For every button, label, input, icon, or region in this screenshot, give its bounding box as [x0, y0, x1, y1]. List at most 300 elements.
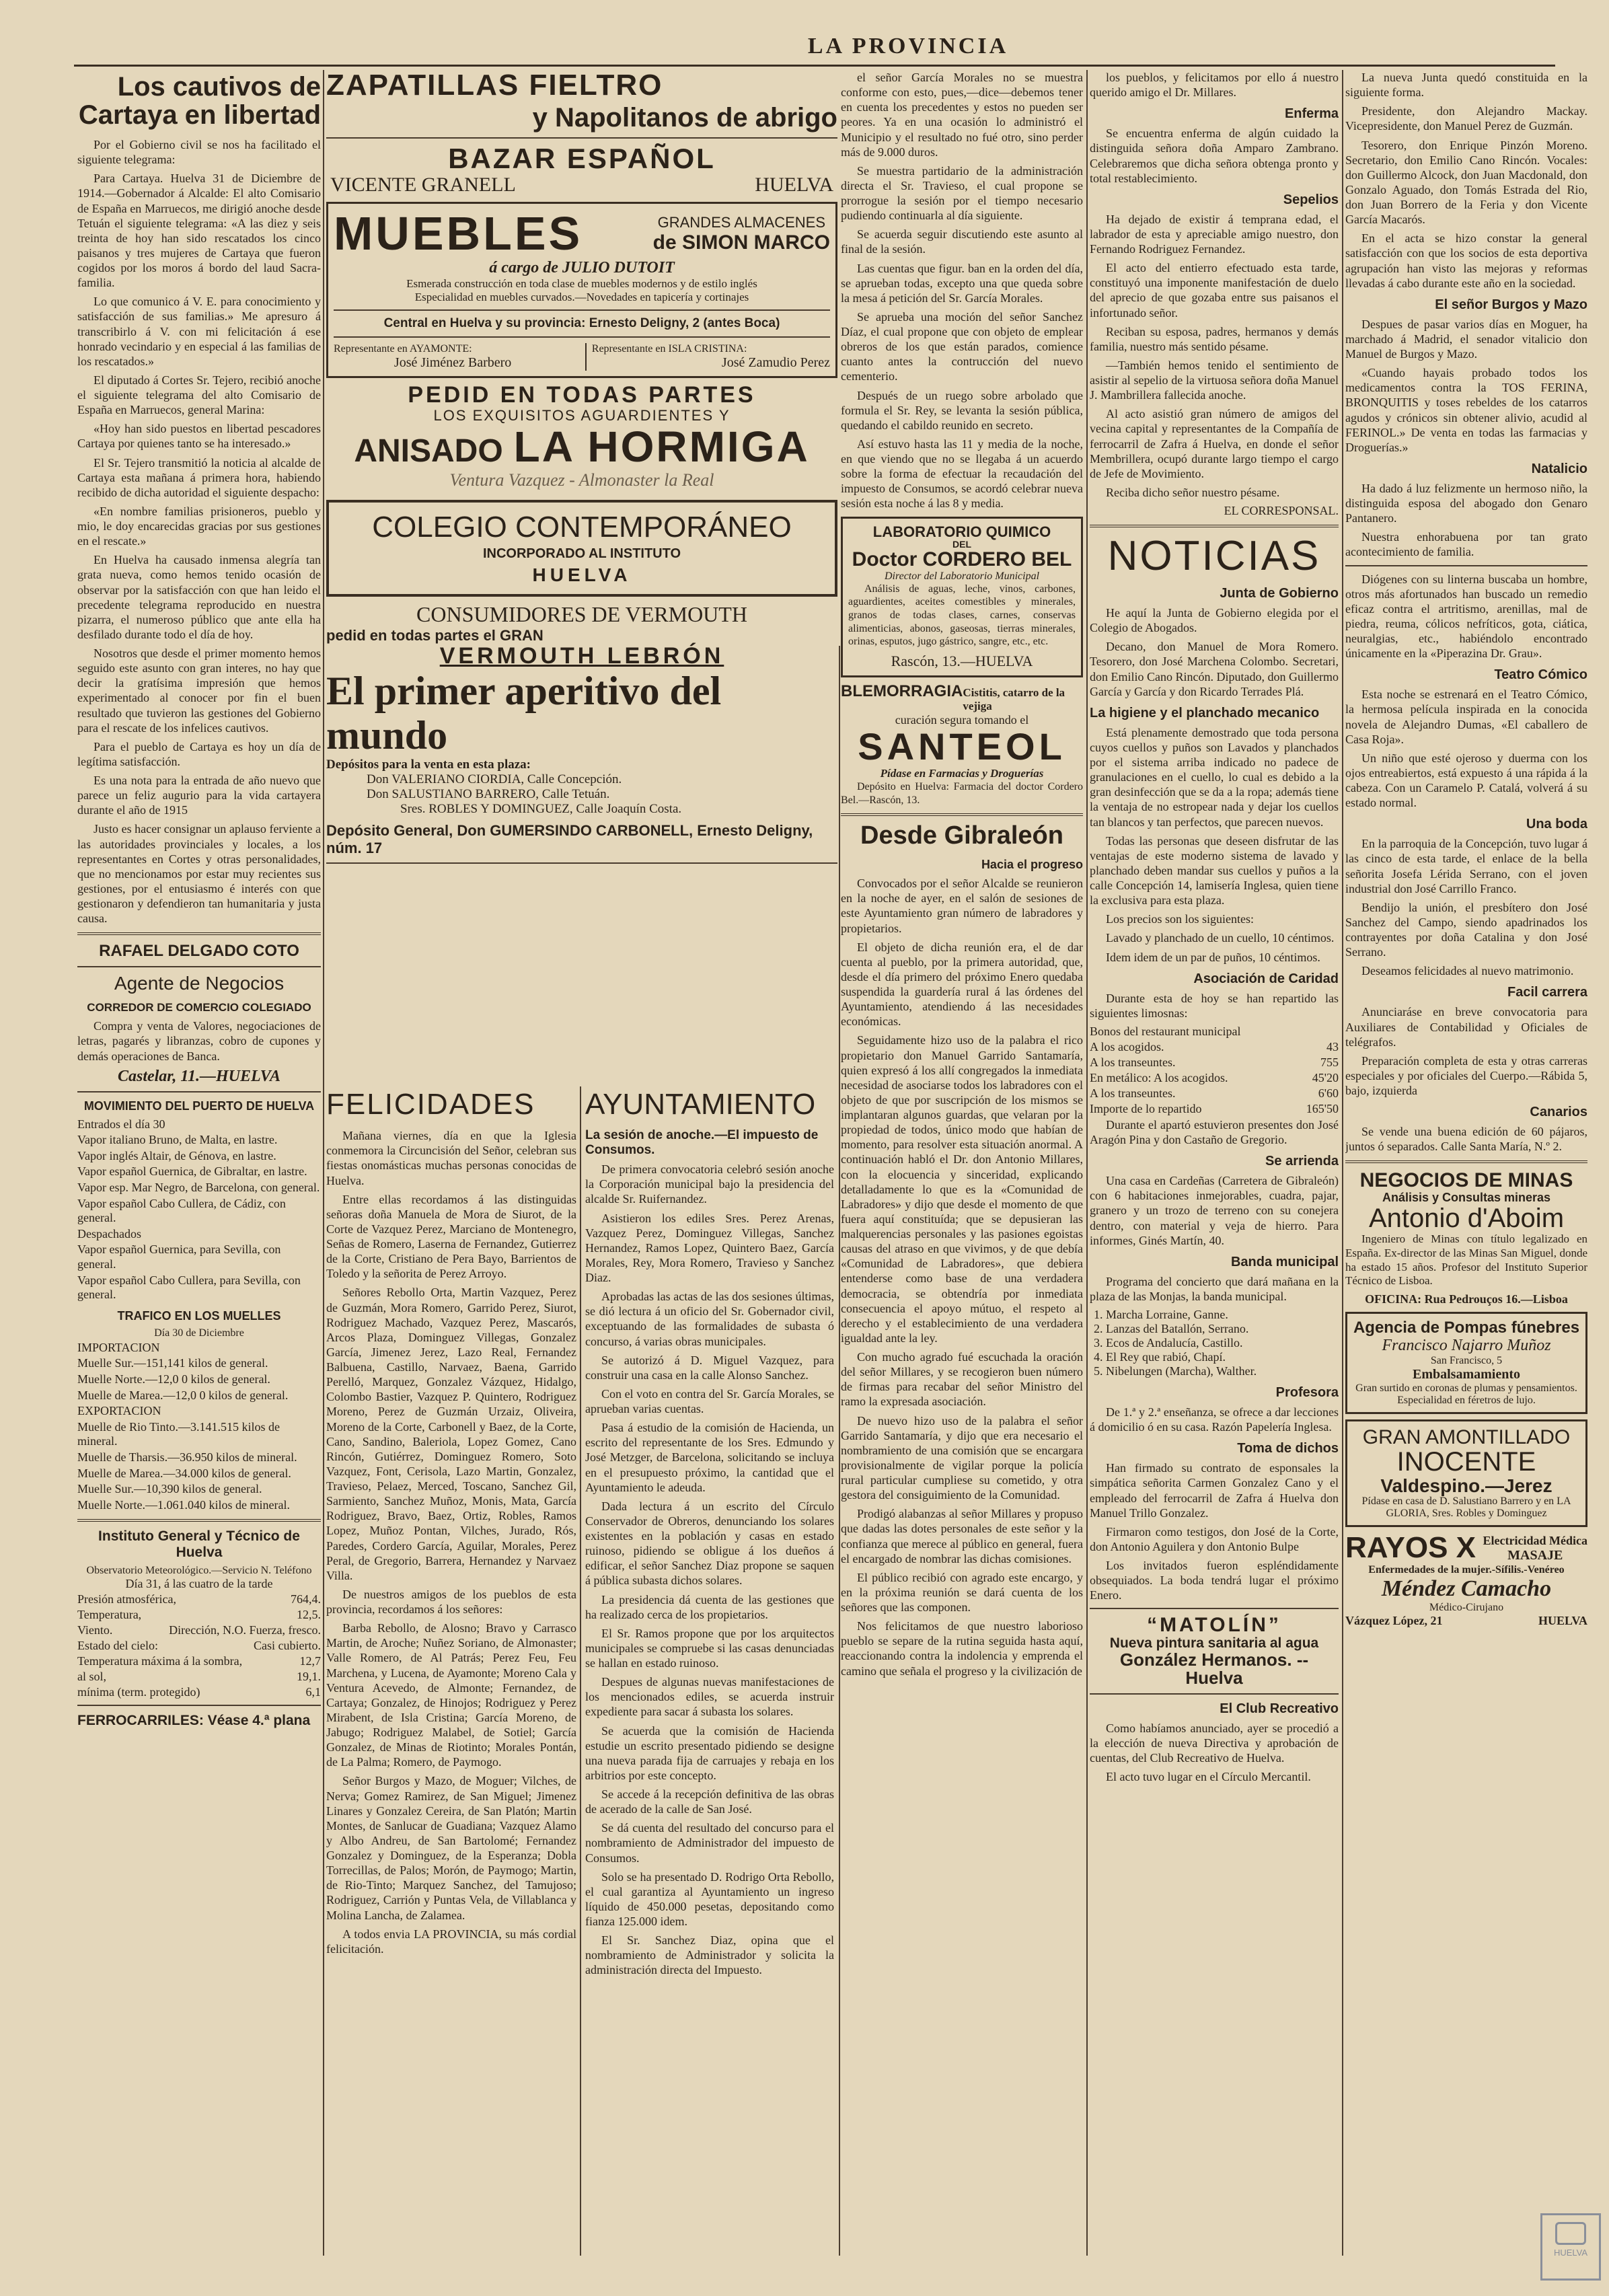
row-value: 43: [1326, 1039, 1339, 1053]
minas-t1: NEGOCIOS DE MINAS: [1359, 1169, 1573, 1192]
column-4: [1090, 70, 1339, 2256]
row-label: Importe de lo repartido: [1090, 1101, 1202, 1115]
canarios-title: Canarios: [1530, 1105, 1587, 1120]
pompas-t4: Especialidad en féretros de lujo.: [1397, 1394, 1536, 1406]
header-rule: [74, 65, 1555, 67]
santeol-brand: SANTEOL: [858, 725, 1066, 768]
carrera-title: Facil carrera: [1507, 985, 1587, 1000]
paragraph: «En nombre familias prisioneros, pueblo y mio, le doy encarecidas gracias por sus gestiones en el rescate.»: [77, 504, 321, 548]
banda-text: Programa del concierto que dará mañana en la plaza de las Monjas, la banda municipal.: [1090, 1274, 1339, 1303]
port-list: [77, 1117, 321, 1302]
row-value: 6,1: [305, 1685, 321, 1699]
paragraph: El público recibió con agrado este encargo, y en la próxima reunión se dará cuenta de los señores que las componen.: [841, 1570, 1083, 1615]
paragraph: Se autorizó á D. Miguel Vazquez, para construir una casa en la calle Alonso Sanchez.: [585, 1353, 834, 1382]
ad-colegio-title: COLEGIO CONTEMPORÁNEO: [372, 510, 792, 544]
amont-t2: INOCENTE: [1396, 1447, 1536, 1477]
ad-vermouth-slogan: El primer aperitivo del mundo: [326, 668, 722, 757]
rep2-name: José Zamudio Perez: [721, 355, 830, 370]
divider: [77, 966, 321, 967]
row-label: Presión atmosférica,: [77, 1592, 176, 1606]
paragraph: Solo se ha presentado D. Rodrigo Orta Rebollo, el cual garantiza al Ayuntamiento un ingreso líquido de 450.000 pesetas, depositando como fianza 125.000 idem.: [585, 1869, 834, 1929]
arrienda-text: Una casa en Cardeñas (Carretera de Gibraleón) con 6 habitaciones inmejorables, cuadra, pajar, granero y un trozo de terreno con su conejera dentro, con material y veja de hierro. Para informes, Ginés Martín, 40.: [1090, 1174, 1339, 1247]
ad-muebles-store: [653, 214, 830, 254]
ad-muebles-manager: á cargo de JULIO DUTOIT: [489, 258, 675, 276]
paragraph: Asistieron los ediles Sres. Perez Arenas, Vazquez Perez, Dominguez Villegas, Sanchez Hernandez, Ramos Lopez, Quintero Baez, García Morales, Rey, Mora Romero, Travieso y Sanchez Diaz.: [585, 1211, 834, 1285]
rayos-t3: MASAJE: [1507, 1547, 1563, 1563]
ayuntamiento-sub: La sesión de anoche.—El impuesto de Consumos.: [585, 1128, 819, 1158]
column-rule: [323, 70, 324, 2256]
column-rule: [839, 646, 840, 2256]
burgos-text: Despues de pasar varios días en Moguer, ha marchado á Madrid, el senador vitalicio don Manuel de Burgos y Mazo.: [1345, 317, 1587, 361]
boda-article: [1345, 836, 1587, 978]
weather-row: [77, 1639, 321, 1653]
dichos-title: Toma de dichos: [1237, 1441, 1339, 1456]
paragraph: Ha dejado de existir á temprana edad, el labrador de esta y apreciable amigo nuestro, don Fernando Rodriguez Fernandez.: [1090, 212, 1339, 256]
paragraph: De primera convocatoria celebró sesión anoche la Corporación municipal bajo la presidencia del alcalde Sr. Ruifernandez.: [585, 1162, 834, 1206]
ad-colegio: [326, 500, 837, 597]
rayos-addr: Vázquez López, 21: [1345, 1613, 1443, 1627]
amont-t1: GRAN AMONTILLADO: [1362, 1425, 1571, 1448]
caridad-row: [1090, 1071, 1339, 1085]
ad-muebles-line2: Especialidad en muebles curvados.—Novedades en tapicería y cortinajes: [414, 290, 749, 303]
ad-amontillado: [1345, 1419, 1587, 1528]
ad-zapatillas-sub: y Napolitanos de abrigo: [532, 103, 837, 133]
caridad-row: [1090, 1056, 1339, 1070]
paragraph: Tesorero, don Enrique Pinzón Moreno. Secretario, don Emilio Cano Rincón. Vocales: don Guillermo Alcock, don Juan Macdonald, don Gonzalo Aguado, don Tomás Estrada del Rio, don Juan Borrero de la Feria y don Vicente García Macarós.: [1345, 138, 1587, 227]
row-value: Casi cubierto.: [254, 1639, 321, 1653]
ad-vermouth-d3: Sres. ROBLES Y DOMINGUEZ, Calle Joaquín Costa.: [400, 801, 682, 816]
minas-name: Antonio d'Aboim: [1368, 1203, 1565, 1233]
paragraph: los pueblos, y felicitamos por ello á nuestro querido amigo el Dr. Millares.: [1090, 71, 1339, 100]
library-icon: [1555, 2222, 1586, 2245]
paragraph: Han firmado su contrato de esponsales la simpática señorita Carmen Gonzalez Cano y el empleado del ferrocarril de Zafra á Huelva don Manuel Trillo Gonzalez.: [1090, 1461, 1339, 1520]
natalicio-title: Natalicio: [1531, 461, 1587, 476]
traffic-line: Muelle de Rio Tinto.—3.141.515 kilos de mineral.: [77, 1419, 280, 1448]
caridad-row: [1090, 1102, 1339, 1116]
paragraph: Reciba dicho señor nuestro pésame.: [1106, 485, 1280, 499]
santeol-t5: Depósito en Huelva: Farmacia del doctor Cordero Bel.—Rascón, 13.: [841, 780, 1083, 806]
lab-del: DEL: [952, 538, 971, 550]
ad-muebles-sub1: GRANDES ALMACENES: [657, 214, 826, 231]
weather-row: [77, 1608, 321, 1622]
agent-address: Castelar, 11.—HUELVA: [117, 1067, 281, 1085]
caridad-row: [1090, 1086, 1339, 1101]
correspondent-signature: EL CORRESPONSAL.: [1224, 504, 1339, 517]
paragraph: A todos envia LA PROVINCIA, su más cordial felicitación.: [326, 1927, 576, 1956]
paragraph: Todas las personas que deseen disfrutar de las ventajas de este moderno sistema de lavado y planchado deben mandar sus cuellos y puños a la calle Concepción 14, lamisería Inglesa, quien tiene la exclusiva para esta plaza.: [1090, 834, 1339, 908]
ad-hormiga-top: PEDID EN TODAS PARTES: [408, 381, 756, 408]
weather-row: [77, 1623, 321, 1637]
paragraph: Prodigó alabanzas al señor Millares y propuso que dadas las dotes personales de este señor y la confianza que merece al público en general, fuera el encargado de nombrar las dichas comisiones.: [841, 1507, 1083, 1565]
enferma-title: Enferma: [1284, 106, 1339, 122]
headline-cartaya: Los cautivos de Cartaya en libertad: [78, 72, 321, 130]
traffic-line: Muelle de Marea.—34.000 kilos de general.: [77, 1466, 291, 1480]
paragraph: El Sr. Tejero transmitió la noticia al alcalde de Cartaya esta mañana á primera hora, habiendo recibido de dicha autoridad el siguiente despacho:: [77, 455, 321, 499]
paragraph: Está plenamente demostrado que toda persona cuyos cuellos y puños son Lavados y planchados por el sistema arriba indicado no padece de granulaciones en el cuello, lo cual es debido a la gran desinfección que se da a la ropa; además tiene la ventaja de no estropear nada y dejar los cuellos tan blancos y tan perfectos, que parecen nuevos.: [1090, 725, 1339, 829]
ayuntamiento-article: [585, 1162, 834, 1977]
paragraph: Dada lectura á un escrito del Círculo Conservador de Obreros, denunciando los solares existentes en la población y casas en estado ruinoso, pidiendo se obligue á los dueños á edificar, el señor Sanchez Diaz propone se saquen á pública subasta dichos solares.: [585, 1499, 834, 1588]
santeol-t2: Cistitis, catarro de la vejiga: [963, 686, 1065, 713]
divider: [1345, 1160, 1587, 1163]
traffic-line: Muelle Norte.—12,0 0 kilos de general.: [77, 1372, 270, 1386]
row-label: Bonos del restaurant municipal: [1090, 1024, 1241, 1038]
higiene-title: La higiene y el planchado mecanico: [1090, 705, 1320, 720]
caridad-title: Asociación de Caridad: [1193, 971, 1339, 986]
program-item: 2. Lanzas del Batallón, Serrano.: [1106, 1322, 1339, 1336]
row-label: Estado del cielo:: [77, 1639, 158, 1653]
column-rule: [1086, 70, 1088, 2256]
weather-row: [77, 1685, 321, 1699]
agent-sub: CORREDOR DE COMERCIO COLEGIADO: [87, 1001, 311, 1014]
paragraph: Aprobadas las actas de las dos sesiones últimas, se dió lectura á un oficio del Sr. Gobernador civil, exceptuando de las formalidades de subasta ó concurso, á varias obras municipales.: [585, 1290, 834, 1348]
article-cartaya: [77, 137, 321, 926]
ad-vermouth-brand: VERMOUTH LEBRÓN: [439, 643, 724, 669]
port-line: Vapor esp. Mar Negro, de Barcelona, con general.: [77, 1181, 320, 1194]
paragraph: Despues de algunas nuevas manifestaciones de los mencionados ediles, se acuerda instruir expediente para sacar á subasta los solares.: [585, 1675, 834, 1719]
column-rule: [1342, 70, 1343, 2256]
gibraleon-title: Desde Gibraleón: [860, 821, 1063, 850]
ayuntamiento-continued: [841, 70, 1083, 511]
ad-rayos: [1345, 1532, 1587, 1627]
paragraph: «Hoy han sido puestos en libertad pescadores Cartaya por quienes tanto se ha interesado.»: [77, 422, 321, 451]
ad-muebles-rep2: [585, 343, 830, 371]
traffic-list: [77, 1341, 321, 1513]
paragraph: El Sr. Sanchez Diaz, opina que el nombramiento de Administrador y solicita la administración directa del Impuesto.: [585, 1933, 834, 1977]
matolin-by: González Hermanos. -- Huelva: [1119, 1650, 1309, 1689]
agent-title: Agente de Negocios: [114, 973, 285, 994]
pompas-t3: Gran surtido en coronas de plumas y pensamientos.: [1355, 1382, 1577, 1394]
traffic-date: Día 30 de Diciembre: [154, 1327, 244, 1339]
institute-title: Instituto General y Técnico de Huelva: [98, 1528, 300, 1561]
row-label: A los transeuntes.: [1090, 1086, 1176, 1100]
paragraph: Para el pueblo de Cartaya es hoy un día de legítima satisfacción.: [77, 739, 321, 768]
caridad-table: [1090, 1025, 1339, 1116]
paragraph: El acto del entierro efectuado esta tarde, constituyó una imponente manifestación de duelo del aprecio de que gozaba entre sus paisanos el infortunado señor.: [1090, 261, 1339, 320]
divider: [334, 309, 830, 311]
ad-vermouth-d2: Don SALUSTIANO BARRERO, Calle Tetuán.: [367, 786, 610, 801]
paragraph: Se accede á la recepción definitiva de las obras de acerado de la calle de San José.: [585, 1787, 834, 1816]
paragraph: La nueva Junta quedó constituida en la siguiente forma.: [1345, 71, 1587, 100]
row-label: Temperatura,: [77, 1608, 142, 1622]
divider: [1090, 1693, 1339, 1695]
rep1-label: Representante en AYAMONTE:: [334, 342, 472, 355]
paragraph: Reciban su esposa, padres, hermanos y demás familia, nuestro más sentido pésame.: [1090, 324, 1339, 353]
paragraph: Como habíamos anunciado, ayer se procedió a la elección de nueva Directiva y aprobación de cuentas, del Club Recreativo de Huelva.: [1090, 1721, 1339, 1765]
weather-row: [77, 1670, 321, 1684]
weather-row: [77, 1654, 321, 1668]
row-value: 755: [1320, 1055, 1339, 1069]
divider: [77, 1705, 321, 1706]
paragraph: Nos felicitamos de que nuestro laborioso pueblo se separe de la rutina seguida hasta aquí, reaccionando contra la indolencia y emprenda el camino que señala el progreso y la civilización de: [841, 1619, 1083, 1678]
row-label: Viento.: [77, 1623, 113, 1637]
santeol-head: [841, 683, 1083, 713]
row-value: 45'20: [1312, 1070, 1339, 1084]
port-line: Vapor español Guernica, para Sevilla, con general.: [77, 1243, 281, 1271]
paragraph: Nosotros que desde el primer momento hemos seguido este asunto con gran interes, no hay que decir la gratísima impresión que hemos experimentado al conocer por fin el buen resultado que tuvieron las gestiones del Gobierno para el rescate de los infelices cautivos.: [77, 646, 321, 735]
paragraph: Se aprueba una moción del señor Sanchez Díaz, el cual propone que con objeto de emplear obreros de los que están parados, comience cuanto antes la contrucción del nuevo cementerio.: [841, 309, 1083, 383]
paragraph: Lavado y planchado de un cuello, 10 céntimos.: [1106, 931, 1335, 945]
divider: [77, 932, 321, 935]
ad-bazar-owner: VICENTE GRANELL: [330, 174, 516, 196]
ad-colegio-sub: INCORPORADO AL INSTITUTO: [482, 546, 681, 561]
traffic-line: IMPORTACION: [77, 1340, 160, 1354]
paragraph: Las cuentas que figur. ban en la orden del día, se aprueban todas, excepto una que queda sobre la mesa á petición del Sr. García Morales.: [841, 261, 1083, 305]
paragraph: Ha dado á luz felizmente un hermoso niño, la distinguida esposa del abogado don Genaro Pantanero.: [1345, 481, 1587, 525]
profesora-title: Profesora: [1275, 1385, 1339, 1401]
rayos-name: Méndez Camacho: [1381, 1576, 1552, 1601]
rep1-name: José Jiménez Barbero: [394, 355, 512, 370]
paragraph: Bendijo la unión, el presbítero don José Sanchez del Campo, siendo apadrinados los contrayentes por doña Catalina y don José Serrano.: [1345, 900, 1587, 959]
diogenes-text: Diógenes con su linterna buscaba un hombre, otros más afortunados han buscado un remedio eficaz contra el artritismo, arenillas, mal de piedra, reuma, cólicos nefríticos, gota, ciática, neuralgias, etc., habiéndolo encontrado únicamente en la «Piperazina Dr. Grau».: [1345, 572, 1587, 661]
minas-t2: Análisis y Consultas mineras: [1382, 1190, 1551, 1204]
weather-table: [77, 1592, 321, 1699]
ad-vermouth-deposits: Depósitos para la venta en esta plaza:: [326, 757, 531, 772]
ad-muebles: [326, 202, 837, 378]
paragraph: Seguidamente hizo uso de la palabra el rico propietario don Manuel Garrido Santamaría, quien expresó á los allí congregados la inmediata necesidad de asociarse todos los labradores con el objeto de que por suscripción de los mismos se implantaran algunos guardas, que velaran por la propiedad de todos, único modo que habían de momento, para resolver esta situación anormal. A continuación habló el Dr. don Antonio Millares, con la elocuencia y sinceridad, explicando detalladamente lo que es la «Comunidad de Labradores» y dijo que desde el momento de que fuera aquí constituída; que se depusieran las malquerencias personales y las pasiones egoistas causas del atraso en que vivimos, y de que debía «Comunidad de Labradores», que debiera entenderse como base de una verdadera democracia, se obtendría por inmediata consecuencia el apoyo mútuo, el respeto al derecho y el establecimiento de una verdadera igualdad ante la ley.: [841, 1033, 1083, 1345]
ad-hormiga-sub: LOS EXQUISITOS AGUARDIENTES Y: [433, 407, 731, 424]
ad-muebles-central: Central en Huelva y su provincia: Ernesto Deligny, 2 (antes Boca): [383, 316, 780, 330]
junta-article: [1090, 605, 1339, 699]
row-value: 165'50: [1306, 1101, 1339, 1115]
ad-bazar-title: BAZAR ESPAÑOL: [448, 143, 716, 175]
paragraph: En la parroquia de la Concepción, tuvo lugar á las cinco de esta tarde, el enlace de la bella señorita Josefa Lérida Serrano, con el joven industrial don José Carrillo Franco.: [1345, 837, 1587, 895]
felicidades-title: FELICIDADES: [326, 1088, 535, 1121]
divider: [841, 813, 1083, 816]
row-value: 12,5.: [297, 1608, 321, 1622]
minas-office: OFICINA: Rua Pedrouços 16.—Lisboa: [1365, 1292, 1568, 1306]
traffic-line: Muelle Norte.—1.061.040 kilos de mineral.: [77, 1497, 290, 1512]
paragraph: Preparación completa de esta y otras carreras especiales y por oficiales del Cuerpo.—Rábida 5, bajo, izquierda: [1345, 1053, 1587, 1097]
column-1: [77, 70, 321, 2256]
ad-muebles-line1: Esmerada construcción en toda clase de muebles modernos y de estilo inglés: [406, 276, 757, 290]
paragraph: Es una nota para la entrada de año nuevo que parece un feliz augurio para la vida cartayera durante el año de 1915: [77, 774, 321, 817]
ad-muebles-rep1: [334, 343, 572, 371]
santeol-t4: Pídase en Farmacias y Droguerías: [880, 766, 1044, 780]
traffic-line: Muelle Sur.—151,141 kilos de general.: [77, 1356, 268, 1370]
paragraph: El diputado á Cortes Sr. Tejero, recibió anoche el siguiente telegrama del alto Comisario de España en Marruecos, general Marina:: [77, 373, 321, 417]
row-label: A los transeuntes.: [1090, 1055, 1176, 1069]
divider: [326, 137, 837, 139]
ad-muebles-head: [334, 209, 830, 259]
rayos-t5: Médico-Cirujano: [1429, 1601, 1504, 1613]
traffic-line: Muelle de Marea.—12,0 0 kilos de general.: [77, 1388, 289, 1402]
weather-row: [77, 1592, 321, 1606]
paragraph: Señor Burgos y Mazo, de Moguer; Vilches, de Nerva; Gomez Ramirez, de San Miguel; Jimenez Linares y Gonzalez Cereira, de San Platón; Martin Montes, de Sanlucar de Guadiana; Vazquez Alamo y Albo Andreu, de San Bartolomé; Fernandez Gonzalez y Dominguez, de la Esperanza; Dobla Torrecillas, de Palos; Morón, de Paymogo; Martin, de Rio-Tinto; Marquez Sanchez, del Tamujoso; Rodriguez, Carrión y Puntas Vela, de Villablanca y Molina Lancha, de Zalamea.: [326, 1774, 576, 1922]
row-value: 764,4.: [291, 1592, 321, 1606]
paragraph: Con mucho agrado fué escuchada la oración del señor Millares, y se recogieron buen número de firmas para recabar del señor Ministro del ramo la expresada asociación.: [841, 1350, 1083, 1409]
felicidades-article: [326, 1128, 576, 1956]
institute-sub: Observatorio Meteorológico.—Servicio N. Teléfono: [86, 1565, 312, 1577]
ad-vermouth-top: CONSUMIDORES DE VERMOUTH: [416, 602, 747, 627]
caridad-row: [1090, 1040, 1339, 1054]
paragraph: Por el Gobierno civil se nos ha facilitado el siguiente telegrama:: [77, 138, 321, 167]
gibraleon-continued: [1090, 70, 1339, 100]
paragraph: Barba Rebollo, de Alosno; Bravo y Carrasco Martin, de Aroche; Nuñez Soriano, de Almonaster; Valle Romero, de Al Patrás; Perez Feu, Feu Marchena, y Lucena, de Ayamonte; Moreno Cala y Ventura Acevedo, de Almonte; Fernandez, de Cartaya; Gonzalez, de Hinojos; Rodriguez y Perez Mirabent, de Isla Cristina; García Moreno, de Jabugo; Rodriguez Malabel, de Sotiel; García Gonzalez, de Minas de Riotinto; Morales Pontán, de La Palma; Romero, de Paymogo.: [326, 1621, 576, 1769]
ayuntamiento-title: AYUNTAMIENTO: [585, 1088, 816, 1121]
canarios-text: Se vende una buena edición de 60 pájaros, juntos ó separados. Calle Santa María, N.º 2.: [1345, 1125, 1587, 1154]
program-item: 1. Marcha Lorraine, Ganne.: [1106, 1308, 1339, 1322]
row-value: 6'60: [1318, 1086, 1339, 1100]
paragraph: Esta noche se estrenará en el Teatro Cómico, la hermosa película inspirada en la conocida novela de Alejandro Dumas, «El caballero de Casa Roja».: [1345, 688, 1587, 746]
divider: [334, 336, 830, 338]
lab-address: Rascón, 13.—HUELVA: [891, 653, 1033, 670]
agent-name: RAFAEL DELGADO COTO: [99, 942, 299, 961]
port-line: Entrados el día 30: [77, 1117, 165, 1131]
paragraph: Deseamos felicidades al nuevo matrimonio.: [1361, 964, 1574, 978]
paragraph: Entre ellas recordamos á las distinguidas señoras doña Manuela de Mora de Siurot, de la Corte de Vazquez Perez, Marciano de Montenegro, Señas de Romero, Laserna de Fernandez, Gutierrez de la Corte, Cristiano de Pera Bayo, Barrientos de Toledo y la señorita de Perez Arroyo.: [326, 1192, 576, 1281]
row-label: Temperatura máxima á la sombra,: [77, 1654, 243, 1668]
program-item: 5. Nibelungen (Marcha), Walther.: [1106, 1364, 1339, 1378]
ad-laboratorio: [841, 517, 1083, 678]
ad-bazar-city: HUELVA: [755, 174, 833, 196]
pompas-t1: Agencia de Pompas fúnebres: [1353, 1319, 1580, 1337]
noticias-title: NOTICIAS: [1107, 533, 1321, 579]
column-rule: [580, 1086, 581, 2256]
caridad-row: [1090, 1025, 1339, 1039]
pompas-addr: San Francisco, 5: [1430, 1354, 1503, 1366]
recreativo-continued: [1345, 70, 1587, 291]
paragraph: El objeto de dicha reunión era, el de dar cuenta al pueblo, por la primera autoridad, que, desde el día primero del próximo Enero quedaba suspendida la guardería rural á las órdenes del Ayuntamiento, atendiendo á las necesidades económicas.: [841, 940, 1083, 1029]
rayos-t4: Enfermedades de la mujer.-Sífilis.-Venéreo: [1368, 1563, 1565, 1576]
row-value: 19,1.: [297, 1670, 321, 1684]
ad-hormiga-b: LA HORMIGA: [513, 422, 810, 472]
rayos-head: [1345, 1532, 1587, 1563]
port-line: Vapor español Cabo Cullera, de Cádiz, con general.: [77, 1196, 286, 1225]
paragraph: Justo es hacer consignar un aplauso ferviente a las autoridades provinciales y locales, a los representantes en Cortes y otras personalidades, que no mencionamos por estar muy recientes sus gestiones, por el entusiasmo é interés con que gestionaron y defendieron tan humanitaria y justa causa.: [77, 822, 321, 926]
row-value: Dirección, N.O. Fuerza, fresco.: [169, 1623, 321, 1637]
natalicio-article: [1345, 481, 1587, 560]
amont-t4: Pídase en casa de D. Salustiano Barrero y en LA GLORIA, Sres. Robles y Dominguez: [1361, 1495, 1571, 1520]
paragraph: Decano, don Manuel de Mora Romero. Tesorero, don José Marchena Colombo. Secretari, don Emilio Cano Rincón. Diputado, don Guillermo García y García y don Ricardo Terrades Plá.: [1090, 640, 1339, 698]
rayos-t2: Electricidad Médica: [1483, 1533, 1587, 1547]
paragraph: De nuestros amigos de los pueblos de esta provincia, recordamos á los señores:: [326, 1587, 576, 1617]
library-stamp: [1540, 2213, 1601, 2281]
paragraph: En Huelva ha causado inmensa alegría tan grata nueva, como hemos tenido ocasión de observar por la satisfacción con que han leido el precedente telegrama reproducido en nuestra pizarra, el numeroso público que ante ella ha desfilado durante todo el día de hoy.: [77, 553, 321, 641]
paragraph: La presidencia dá cuenta de las gestiones que ha realizado cerca de los propietarios.: [585, 1592, 834, 1621]
burgos-title: El señor Burgos y Mazo: [1435, 297, 1587, 312]
row-label: A los acogidos.: [1090, 1039, 1164, 1053]
santeol-t3: curación segura tomando el: [895, 713, 1029, 727]
pompas-name: Francisco Najarro Muñoz: [1382, 1336, 1551, 1354]
paragraph: Al acto asistió gran número de amigos del vecina capital y representantes de la Compañía de ferrocarril de Zafra á Huelva, en donde el señor Membrillera, ocupó durante largo tiempo el cargo de Jefe de Movimiento.: [1090, 407, 1339, 480]
port-line: Vapor español Cabo Cullera, para Sevilla, con general.: [77, 1273, 301, 1302]
row-label: En metálico: A los acogidos.: [1090, 1070, 1228, 1084]
paragraph: Presidente, don Alejandro Mackay. Vicepresidente, don Manuel Perez de Guzmán.: [1345, 104, 1587, 133]
ad-bazar-row: [326, 174, 837, 196]
agent-text: Compra y venta de Valores, negociaciones de letras, pagarés y libranzas, cobro de cupones y demás operaciones de Banca.: [77, 1019, 321, 1063]
ad-hormiga-brand: [326, 424, 837, 470]
paragraph: el señor García Morales no se muestra conforme con esto, pues,—dice—debemos tener en cuenta los precedentes y estos no pueden ser peores. Ya en una ocasión lo administró el Municipio y el resultado no fué otro, sino perder más de 9.000 duros.: [841, 71, 1083, 159]
banda-title: Banda municipal: [1230, 1254, 1339, 1269]
column-felicidades: [326, 1086, 576, 2256]
row-label: al sol,: [77, 1670, 106, 1684]
paragraph: Firmaron como testigos, don José de la Corte, don Antonio Aguilera y don Antonio Bulpe: [1090, 1524, 1339, 1553]
pompas-t2: Embalsamamiento: [1413, 1366, 1520, 1382]
row-value: 12,7: [299, 1654, 321, 1668]
lab-text: Análisis de aguas, leche, vinos, carbones, aguardientes, aceites comestibles y minerales, granos de todas clases, carnes, conservas alimenticias, abonos, gaseosas, tierras minerales, orinas, esputos, jugo gástrico, sangre, etc., etc.: [848, 583, 1076, 648]
comico-title: Teatro Cómico: [1494, 667, 1587, 683]
sepelios-article: [1090, 212, 1339, 500]
paragraph: Anunciaráse en breve convocatoria para Auxiliares de Contabilidad y Oficiales de telégrafos.: [1345, 1005, 1587, 1049]
ad-vermouth-general: Depósito General, Don GUMERSINDO CARBONELL, Ernesto Deligny, núm. 17: [326, 821, 813, 856]
lab-title2: Doctor CORDERO BEL: [852, 548, 1072, 571]
paragraph: Mañana viernes, día en que la Iglesia conmemora la Circuncisión del Señor, celebran sus fiestas onomásticas muchas personas conocidas de Huelva.: [326, 1129, 576, 1187]
matolin-title: “MATOLÍN”: [1147, 1614, 1281, 1637]
paragraph: Idem idem de un par de puños, 10 céntimos.: [1106, 950, 1320, 964]
paragraph: Nuestra enhorabuena por tan grato acontecimiento de familia.: [1345, 530, 1587, 559]
lab-sub: Director del Laboratorio Municipal: [884, 570, 1040, 582]
traffic-line: Muelle Sur.—10,390 kilos de general.: [77, 1482, 262, 1496]
port-line: Despachados: [77, 1226, 141, 1240]
ad-hormiga-maker: Ventura Vazquez - Almonaster la Real: [449, 470, 714, 490]
rail-note: FERROCARRILES: Véase 4.ª plana: [77, 1713, 311, 1729]
sepelios-title: Sepelios: [1283, 192, 1339, 207]
carrera-article: [1345, 1004, 1587, 1098]
masthead: LA PROVINCIA: [807, 34, 1009, 59]
column-3: [841, 70, 1083, 2256]
enferma-text: Se encuentra enferma de algún cuidado la distinguida señora doña Amparo Zambrano. Celebraremos que dicha señora obtenga pronto y total restablecimiento.: [1090, 126, 1339, 185]
program-item: 3. Ecos de Andalucía, Castillo.: [1106, 1336, 1339, 1350]
divider: [77, 1519, 321, 1522]
paragraph: Lo que comunico á V. E. para conocimiento y satisfacción de sus familias.» Me apresuro á transcribirlo á V. con mi felicitación á ese honrado vecindario y en especial á las familias de los rescatados.»: [77, 295, 321, 368]
paragraph: Convocados por el señor Alcalde se reunieron en la noche de ayer, en el salón de sesiones de este Ayuntamiento gran número de labradores y propietarios.: [841, 877, 1083, 935]
paragraph: De nuevo hizo uso de la palabra el señor Garrido Santamaría, y dijo que era necesario el nombramiento de una comisión que se encargara provisionalmente de vigilar porque la policía rural particular cumpliese su cometido, y otra gestora del consiguimiento de la Comunidad.: [841, 1413, 1083, 1502]
ad-muebles-sub2: de SIMON MARCO: [652, 231, 830, 254]
ferinol-text: «Cuando hayais probado todos los medicamentos contra la TOS FERINA, BRONQUITIS y toses rebeldes de los catarros agudos y crónicos sin obtener alivio, acudid al FERINOL.» De venta en todas las farmacias y Droguerías.»: [1345, 366, 1587, 454]
arrienda-title: Se arrienda: [1265, 1154, 1339, 1169]
recreativo-article: [1090, 1721, 1339, 1785]
column-5: [1345, 70, 1587, 2256]
ad-santeol: [841, 683, 1083, 807]
caridad-text: Durante esta de hoy se han repartido las siguientes limosnas:: [1090, 991, 1339, 1020]
divider: [1345, 565, 1587, 566]
boda-title: Una boda: [1526, 817, 1587, 832]
port-line: Vapor español Guernica, de Gibraltar, en lastre.: [77, 1164, 307, 1179]
amont-t3: Valdespino.—Jerez: [1380, 1475, 1552, 1497]
banda-program: [1106, 1308, 1339, 1378]
paragraph: Para Cartaya. Huelva 31 de Diciembre de 1914.—Gobernador á Alcalde: El alto Comisario de España en Marruecos, me dirigió anoche desde Tetuán el siguiente telegrama: «A las diez y seis treinta de hoy han sido rescatados los cinco paisanos y tres mujeres de Cartaya que fueron cogidos por los moros á bordo del laud Sacra-familia.: [77, 172, 321, 290]
ad-muebles-title: MUEBLES: [334, 207, 583, 260]
ad-vermouth-sub: pedid en todas partes el GRAN: [326, 627, 544, 644]
program-item: 4. El Rey que rabió, Chapí.: [1106, 1350, 1339, 1364]
ad-vermouth-d1: Don VALERIANO CIORDIA, Calle Concepción.: [367, 772, 622, 786]
ad-hormiga-a: ANISADO: [354, 433, 503, 470]
gibraleon-sub: Hacia el progreso: [981, 858, 1083, 872]
traffic-title: TRAFICO EN LOS MUELLES: [117, 1308, 281, 1323]
junta-title: Junta de Gobierno: [1220, 586, 1339, 601]
paragraph: El acto tuvo lugar en el Círculo Mercantil.: [1106, 1769, 1311, 1783]
port-title: MOVIMIENTO DEL PUERTO DE HUELVA: [83, 1099, 315, 1113]
paragraph: Así estuvo hasta las 11 y media de la noche, en que viendo que no se llegaba á un acuerdo sobre la forma de efectuar la recaudación del impuesto de Consumos, se acordó celebrar nueva sesión esta noche á las 8 y media.: [841, 437, 1083, 511]
paragraph: Los precios son los siguientes:: [1106, 912, 1254, 926]
rayos-t1: RAYOS X: [1345, 1531, 1476, 1565]
row-label: mínima (term. protegido): [77, 1685, 200, 1699]
santeol-t1: BLEMORRAGIA: [841, 682, 963, 701]
paragraph: Pasa á estudio de la comisión de Hacienda, un escrito del representante de los Sres. Edmundo y José Metzger, de Barcelona, solicitando se incluya en el presupuesto próximo, la cantidad que el Ayuntamiento le adeuda.: [585, 1421, 834, 1494]
paragraph: Señores Rebollo Orta, Martin Vazquez, Perez de Guzmán, Mora Romero, Garrido Perez, Siurot, Rodriguez Machado, Vazquez Perez, Mascarós, Arcos Plaza, Dominguez Villegas, Gonzalez García, Jimenez Jerez, Lazo Real, Fernandez Balbuena, Castillo, Narvaez, Baena, Garrido Perelló, Marquez, Gonzalez Vázquez, Hidalgo, Colombo Bastier, Vazquez P. Quintero, Rodriguez Moreno, Perez de Guzmán Urzaiz, Oliveira, Moreno de la Corte, Carbonell y Baez, de la Corte, Cano, Sandino, Baleriola, Lopez Gomez, Cano Rincón, Gutiérrez, Dominguez Romero, Soto Vazquez, Font, Cerisola, Lazo Martin, Gonzalez, Travieso, Pelaez, Merced, Toscano, Sanchez Gil, Sarmiento, Sanchez Muñoz, Monis, Mata, García Rodriguez, Bravo, Baez, Ortiz, Robles, Ramos Lopez, Muñoz Pontan, Vilches, Jurado, Rós, Paredes, Cordero García, Aguilar, Morales, Perez Peral, de Gregorio, Barrera, Hernandez y Narvaez Villa.: [326, 1286, 576, 1582]
paragraph: Un niño que esté ojeroso y duerma con los ojos entreabiertos, está expuesto á una rápida á la cabeza. Con un Caramelo P. Catalá, volverá á su estado normal.: [1345, 751, 1587, 810]
institute-date: Día 31, á las cuatro de la tarde: [125, 1577, 273, 1591]
traffic-line: EXPORTACION: [77, 1404, 161, 1418]
lab-title1: LABORATORIO QUIMICO: [872, 523, 1051, 540]
higiene-article: [1090, 725, 1339, 965]
paragraph: Los invitados fueron espléndidamente obsequiados. La boda tendrá lugar el próximo Enero.: [1090, 1559, 1339, 1602]
paragraph: Con el voto en contra del Sr. García Morales, se aprueban varias cuentas.: [585, 1386, 834, 1416]
caridad-end: Durante el apartó estuvieron presentes don José Aragón Pina y don Castaño de Gregorio.: [1090, 1117, 1339, 1147]
traffic-line: Muelle de Tharsis.—36.950 kilos de mineral.: [77, 1450, 297, 1464]
ad-zapatillas-title: ZAPATILLAS FIELTRO: [326, 70, 663, 102]
rayos-foot: [1345, 1614, 1587, 1628]
